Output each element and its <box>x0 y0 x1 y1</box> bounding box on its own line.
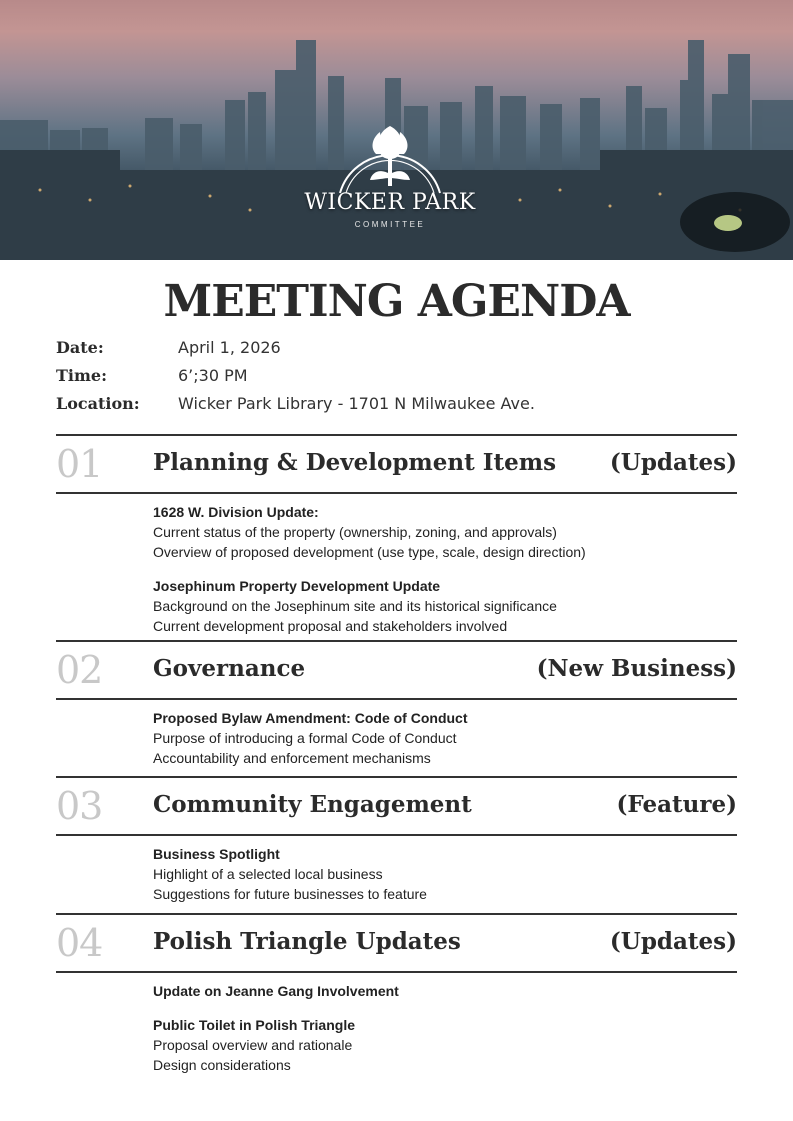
section-title: Governance <box>153 655 306 682</box>
agenda-item-title: Public Toilet in Polish Triangle <box>153 1017 355 1033</box>
section-header <box>56 776 737 836</box>
agenda-section-04 <box>56 913 737 1089</box>
agenda-item-line: Highlight of a selected local business <box>153 866 383 882</box>
section-number: 03 <box>56 784 103 828</box>
agenda-item-title: Proposed Bylaw Amendment: Code of Conduct <box>153 710 468 726</box>
flower-icon <box>300 118 480 198</box>
location-value: Wicker Park Library - 1701 N Milwaukee Ave. <box>178 394 535 413</box>
agenda-item <box>153 502 737 562</box>
date-value: April 1, 2026 <box>178 338 281 357</box>
section-tag: (Feature) <box>616 791 737 818</box>
agenda-item-line: Design considerations <box>153 1057 291 1073</box>
agenda-item-line: Background on the Josephinum site and its historical significance <box>153 598 557 614</box>
date-label: Date: <box>56 338 104 357</box>
agenda-section-03 <box>56 776 737 918</box>
section-header <box>56 640 737 700</box>
agenda-item-title: Update on Jeanne Gang Involvement <box>153 983 399 999</box>
agenda-section-01 <box>56 434 737 650</box>
location-row <box>56 394 756 422</box>
agenda-item-line: Accountability and enforcement mechanisms <box>153 750 431 766</box>
time-label: Time: <box>56 366 107 385</box>
agenda-item-line: Suggestions for future businesses to feature <box>153 886 427 902</box>
agenda-item-line: Purpose of introducing a formal Code of Conduct <box>153 730 457 746</box>
time-value: 6’;30 PM <box>178 366 248 385</box>
section-header <box>56 434 737 494</box>
page-title: MEETING AGENDA <box>163 276 630 327</box>
hero-skyline-image <box>0 0 793 260</box>
agenda-item <box>153 1015 737 1075</box>
agenda-item <box>153 708 737 768</box>
section-title: Planning & Development Items <box>153 449 557 476</box>
section-body <box>56 700 737 768</box>
location-label: Location: <box>56 394 140 413</box>
section-number: 01 <box>56 442 103 486</box>
agenda-section-02 <box>56 640 737 782</box>
agenda-item <box>153 844 737 904</box>
section-number: 04 <box>56 921 103 965</box>
agenda-item <box>153 576 737 636</box>
date-row <box>56 338 756 366</box>
time-row <box>56 366 756 394</box>
agenda-item-title: Business Spotlight <box>153 846 280 862</box>
section-number: 02 <box>56 648 103 692</box>
section-title: Polish Triangle Updates <box>153 928 461 955</box>
section-header <box>56 913 737 973</box>
section-tag: (New Business) <box>536 655 737 682</box>
logo-title: WICKER PARK <box>304 190 476 215</box>
section-tag: (Updates) <box>609 928 737 955</box>
section-title: Community Engagement <box>153 791 472 818</box>
agenda-item-line: Overview of proposed development (use type, scale, design direction) <box>153 544 586 560</box>
section-body <box>56 973 737 1075</box>
meeting-details <box>56 338 756 422</box>
section-body <box>56 494 737 636</box>
agenda-item-line: Current status of the property (ownership, zoning, and approvals) <box>153 524 557 540</box>
committee-logo <box>300 118 480 238</box>
section-body <box>56 836 737 904</box>
agenda-item-title: 1628 W. Division Update: <box>153 504 319 520</box>
section-tag: (Updates) <box>609 449 737 476</box>
agenda-item-line: Current development proposal and stakeholders involved <box>153 618 508 634</box>
agenda-item-line: Proposal overview and rationale <box>153 1037 353 1053</box>
agenda-item-title: Josephinum Property Development Update <box>153 578 441 594</box>
logo-subtitle: COMMITTEE <box>354 220 426 229</box>
agenda-item <box>153 981 737 1001</box>
